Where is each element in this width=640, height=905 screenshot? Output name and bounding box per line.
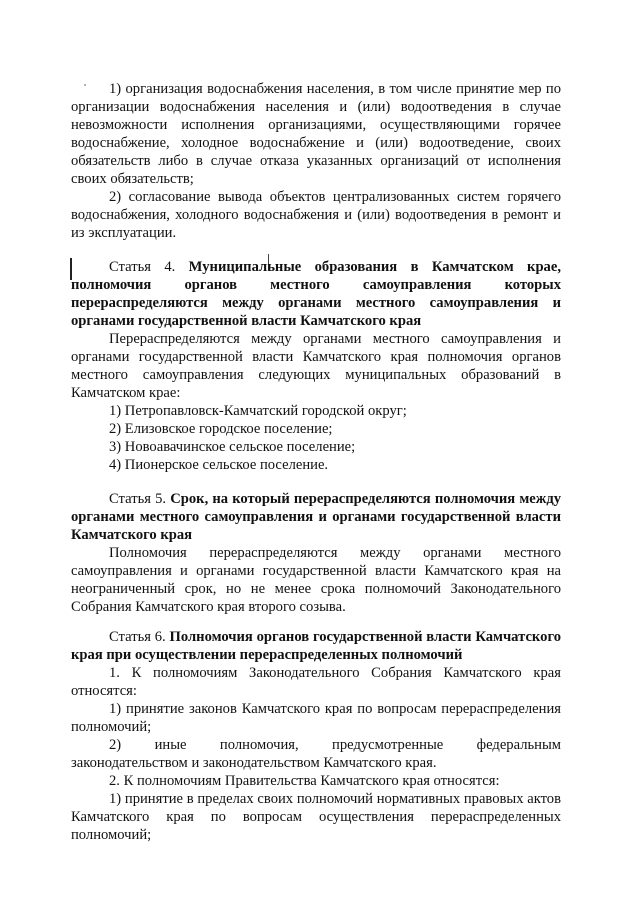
- article-6-item-1-2: 2) иные полномочия, предусмотренные федеральным законодательством и законодательством Камчатского края.: [71, 737, 561, 771]
- article-5-text: Полномочия перераспределяются между органами местного самоуправления и органами государственной власти Камчатского края на неограниченный срок, но не менее срока полномочий Законодательного Собрания Камчатского края второго созыва.: [71, 545, 561, 615]
- clause-2-decommission: 2) согласование вывода объектов централизованных систем горячего водоснабжения, холодного водоснабжения и (или) водоотведения в ремонт и из эксплуатации.: [71, 189, 561, 241]
- article-4-heading: [71, 258, 561, 330]
- article-5-heading: [71, 490, 561, 544]
- list-item: 2) Елизовское городское поселение;: [109, 421, 333, 437]
- list-item: 4) Пионерское сельское поселение.: [109, 457, 329, 473]
- article-6-number: Статья 6.: [109, 629, 166, 645]
- article-4-title: Муниципальные образования в Камчатском крае, полномочия органов местного самоуправления которых перераспределяются между органами местного самоуправления и органами государственной власти Камчатского края: [71, 259, 561, 329]
- list-item: 1) Петропавловск-Камчатский городской округ;: [109, 403, 407, 419]
- article-6-item-1-1: 1) принятие законов Камчатского края по вопросам перераспределения полномочий;: [71, 701, 561, 735]
- article-6-section-1: 1. К полномочиям Законодательного Собрания Камчатского края относятся:: [71, 665, 561, 699]
- article-5-title: Срок, на который перераспределяются полномочия между органами местного самоуправления и органами государственной власти Камчатского края: [71, 491, 561, 543]
- article-4-number: Статья 4.: [109, 259, 176, 275]
- list-item: 3) Новоавачинское сельское поселение;: [109, 439, 356, 455]
- article-6-title: Полномочия органов государственной власти Камчатского края при осуществлении перераспределенных полномочий: [71, 629, 562, 663]
- article-4-intro: Перераспределяются между органами местного самоуправления и органами государственной власти Камчатского края полномочия органов местного самоуправления следующих муниципальных образований в Камчатском крае:: [71, 331, 561, 401]
- article-6-heading: [71, 628, 561, 664]
- article-5-number: Статья 5.: [109, 491, 167, 507]
- clause-1-water-supply: 1) организация водоснабжения населения, в том числе принятие мер по организации водоснабжения населения и (или) водоотведения в случае невозможности исполнения организациями, осуществляющими горячее водоснабжение, холодное водоснабжение и (или) водоотведение, своих обязательств либо в случае отказа указанных организаций от исполнения своих обязательств;: [71, 81, 561, 187]
- article-6-section-2: 2. К полномочиям Правительства Камчатского края относятся:: [109, 773, 500, 789]
- article-6-item-2-1: 1) принятие в пределах своих полномочий нормативных правовых актов Камчатского края по вопросам осуществления перераспределенных полномочий;: [71, 791, 561, 843]
